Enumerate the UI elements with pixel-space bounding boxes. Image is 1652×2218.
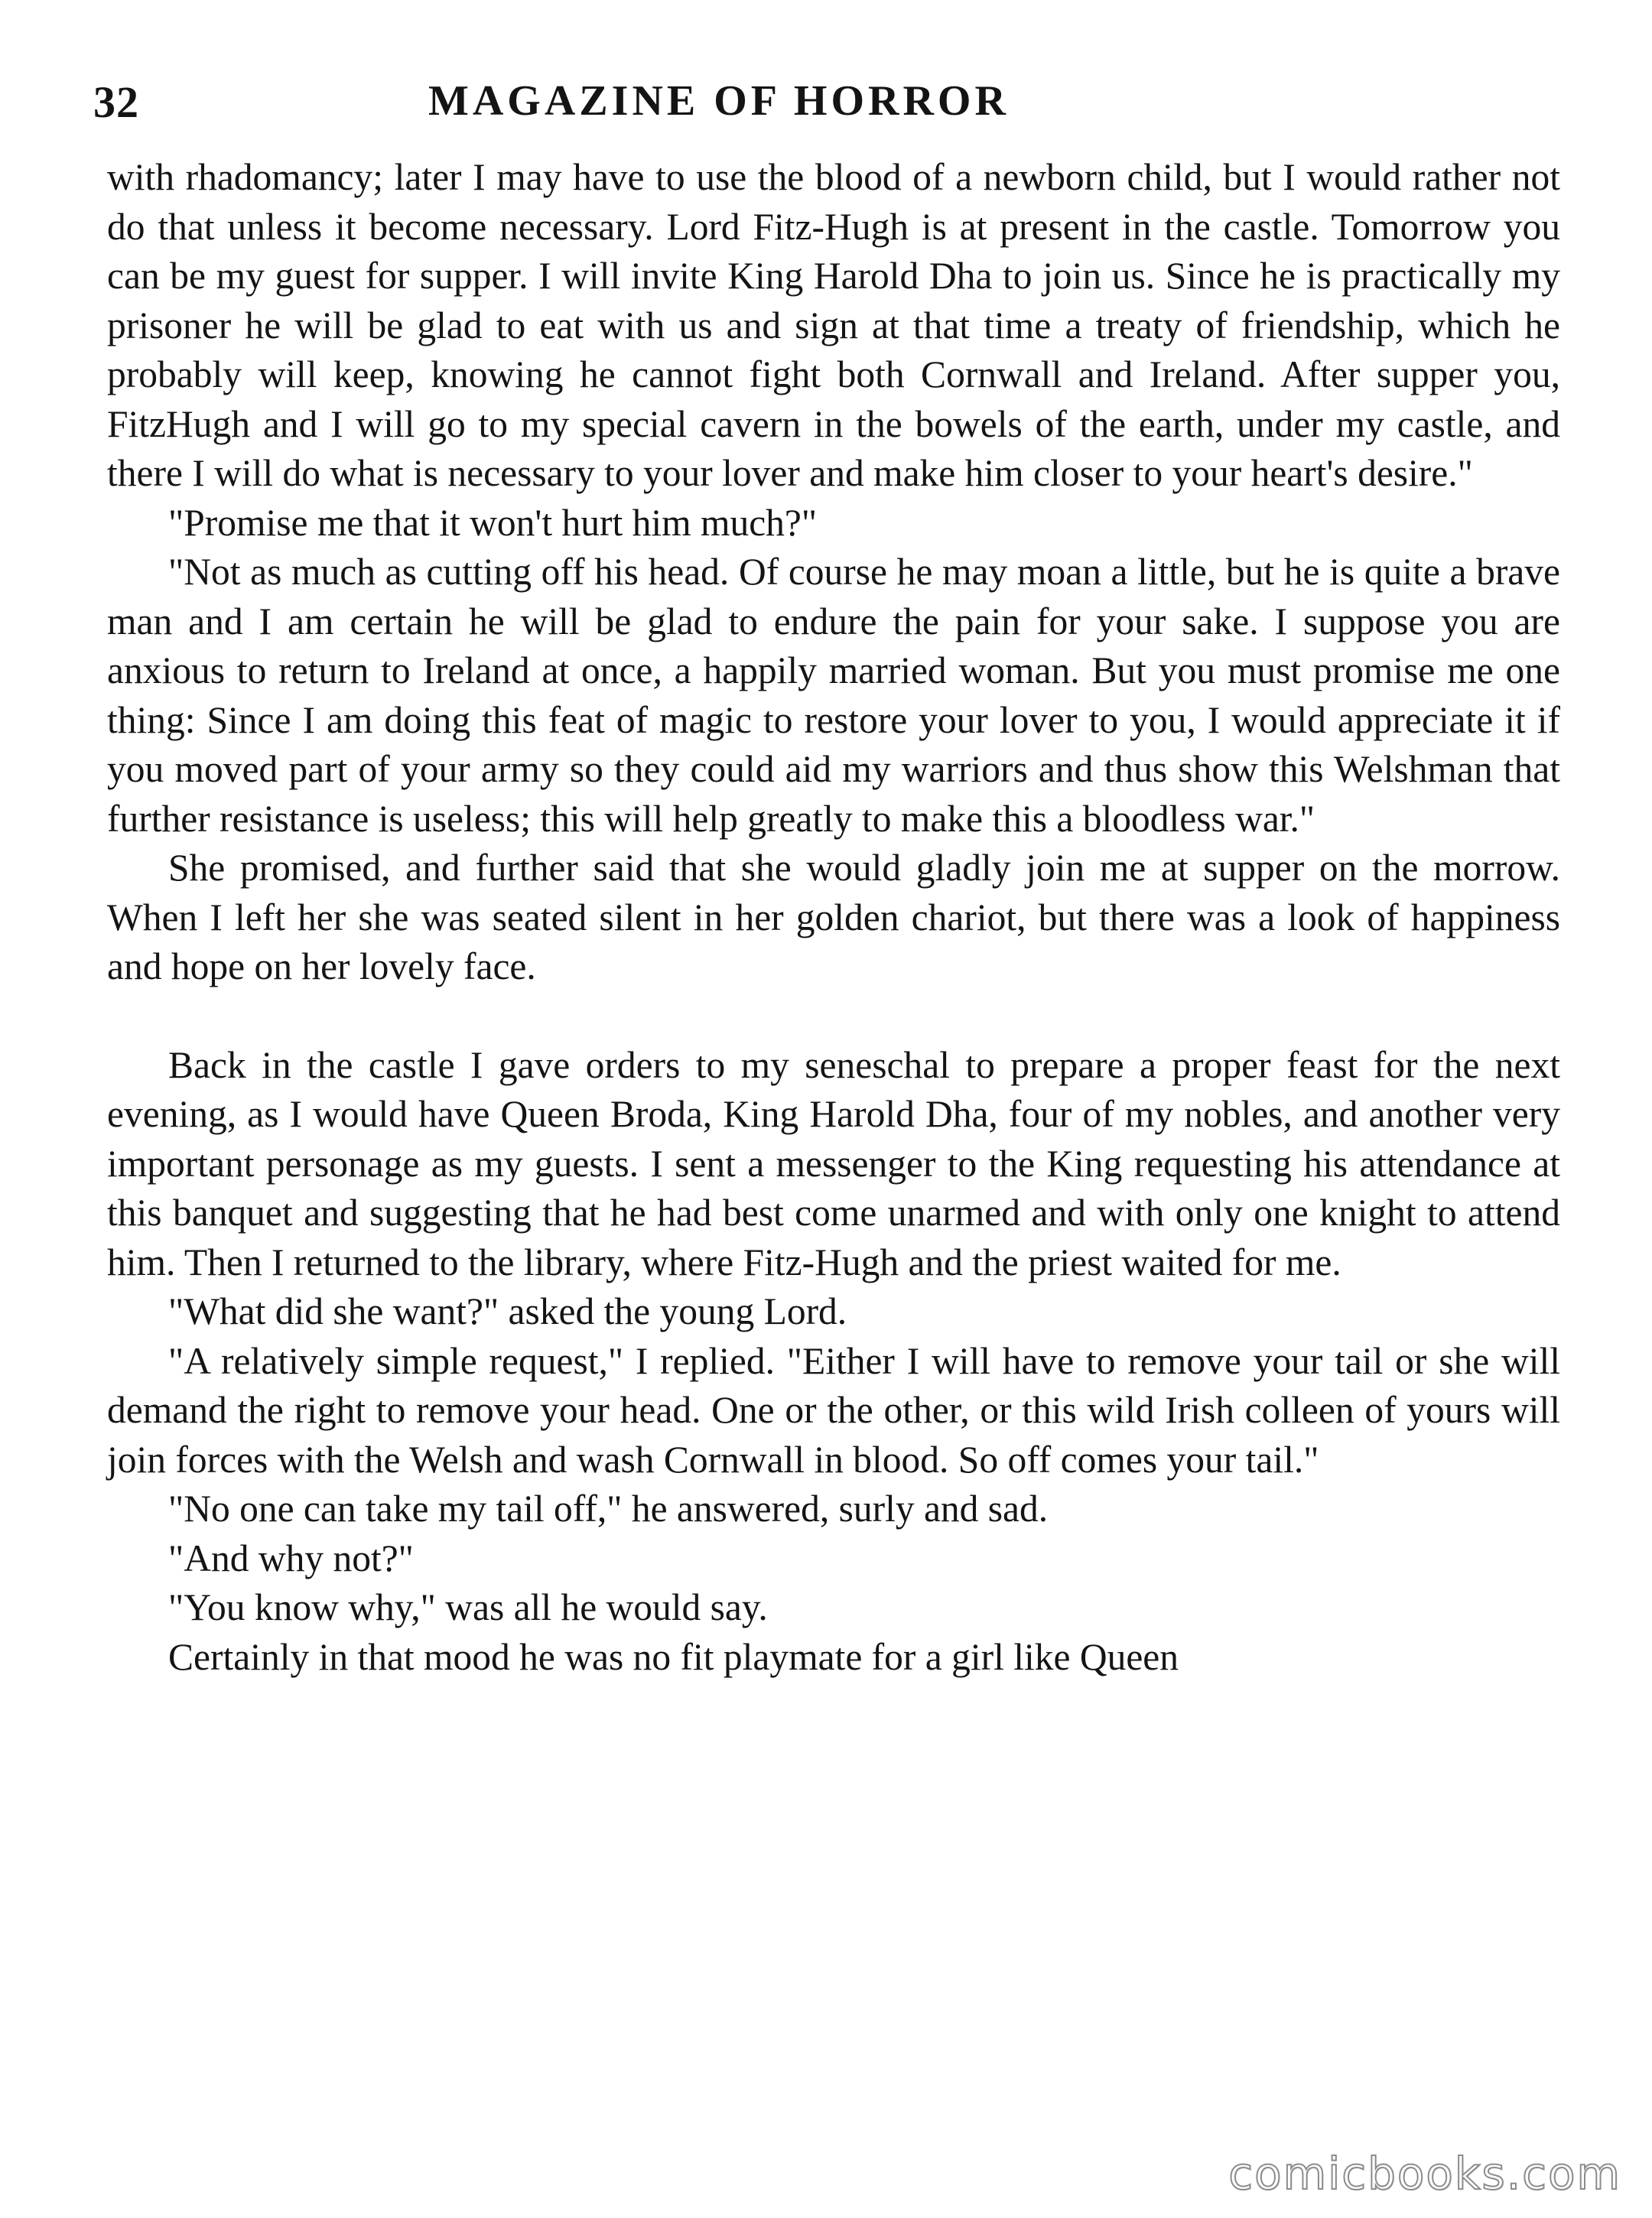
paragraph-4: She promised, and further said that she would gladly join me at supper on the morrow. When I left her she was seated silent in her golden chariot, but there was a look of happiness and hope on her lovely face. — [107, 847, 1560, 987]
paragraph-5: Back in the castle I gave orders to my seneschal to prepare a proper feast for the next evening, as I would have Queen Broda, King Harold Dha, four of my nobles, and another very important personage as my guests. I sent a messenger to the King requesting his attendance at this banquet and suggesting that he had best come unarmed and with only one knight to attend him. Then I returned to the library, where Fitz-Hugh and the priest waited for me. — [107, 1043, 1560, 1283]
paragraph-8: "No one can take my tail off," he answered, surly and sad. — [168, 1488, 1049, 1530]
section-break — [107, 992, 1560, 1041]
page-number: 32 — [93, 77, 139, 127]
paragraph-9: "And why not?" — [168, 1537, 414, 1579]
paragraph-2: "Promise me that it won't hurt him much?" — [168, 501, 818, 544]
paragraph-11: Certainly in that mood he was no fit playmate for a girl like Queen — [168, 1635, 1179, 1678]
paragraph-1: with rhadomancy; later I may have to use the blood of a newborn child, but I would rather not do that unless it become necessary. Lord Fitz-Hugh is at present in the castle. Tomorrow you can be my guest for supper. I will invite King Harold Dha to join us. Since he is practically my prisoner he will be glad to eat with us and sign at that time a treaty of friendship, which he probably will keep, knowing he cannot fight both Cornwall and Ireland. After supper you, FitzHugh and I will go to my special cavern in the bowels of the earth, under my castle, and there I will do what is necessary to your lover and make him closer to your heart's desire." — [107, 156, 1560, 494]
paragraph-6: "What did she want?" asked the young Lord. — [168, 1290, 847, 1332]
running-head-title: MAGAZINE OF HORROR — [428, 77, 1010, 125]
paragraph-10: "You know why," was all he would say. — [168, 1586, 768, 1628]
article-body — [107, 153, 1560, 1682]
paragraph-3: "Not as much as cutting off his head. Of course he may moan a little, but he is quite a brave man and I am certain he will be glad to endure the pain for your sake. I suppose you are anxious to return to Ireland at once, a happily married woman. But you must promise me one thing: Since I am doing this feat of magic to restore your lover to you, I would appreciate it if you moved part of your army so they could aid my warriors and thus show this Welshman that further resistance is useless; this will help greatly to make this a bloodless war." — [107, 551, 1560, 840]
watermark-logo: comicbooks.com — [1228, 2148, 1621, 2200]
paragraph-7: "A relatively simple request," I replied. "Either I will have to remove your tail or she will demand the right to remove your head. One or the other, or this wild Irish colleen of yours will join forces with the Welsh and wash Cornwall in blood. So off comes your tail." — [107, 1339, 1560, 1481]
